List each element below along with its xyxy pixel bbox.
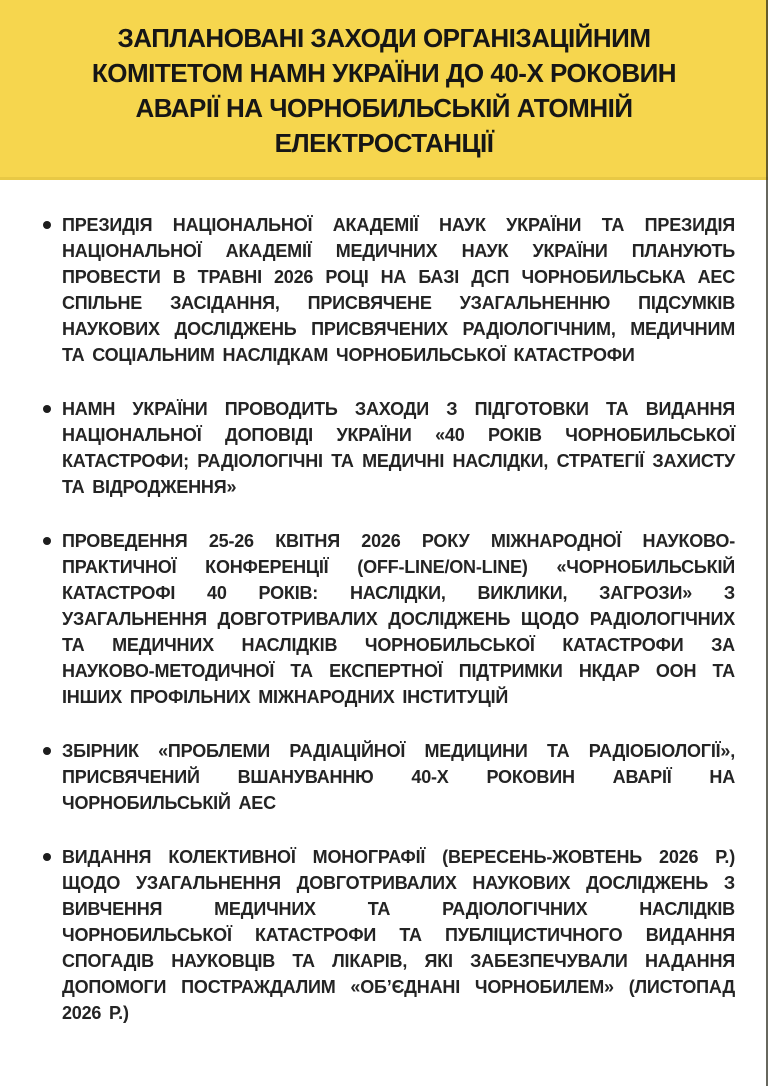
bullet-dot-icon xyxy=(43,747,51,755)
title-line: АВАРІЇ НА ЧОРНОБИЛЬСЬКІЙ АТОМНІЙ xyxy=(135,93,633,123)
title-line: КОМІТЕТОМ НАМН УКРАЇНИ ДО 40-Х РОКОВИН xyxy=(91,58,677,88)
bullet-dot-icon xyxy=(43,853,51,861)
bullet-dot-icon xyxy=(43,405,51,413)
bullet-text: ВИДАННЯ КОЛЕКТИВНОЇ МОНОГРАФІЇ (ВЕРЕСЕНЬ-ЖОВТЕНЬ 2026 Р.) ЩОДО УЗАГАЛЬНЕННЯ ДОВГОТРИВАЛИХ НАУКОВИХ ДОСЛІДЖЕНЬ З ВИВЧЕННЯ МЕДИЧНИХ ТА РАДІОЛОГІЧНИХ НАСЛІДКІВ ЧОРНОБИЛЬСЬКОЇ КАТАСТРОФИ ТА ПУБЛІЦИСТИЧНОГО ВИДАННЯ СПОГАДІВ НАУКОВЦІВ ТА ЛІКАРІВ, ЯКІ ЗАБЕЗПЕЧУВАЛИ НАДАННЯ ДОПОМОГИ ПОСТРАЖДАЛИМ «ОБ’ЄДНАНІ ЧОРНОБИЛЕМ» (ЛИСТОПАД 2026 Р.) xyxy=(62,847,735,1023)
list-item xyxy=(42,212,735,368)
bullet-text: НАМН УКРАЇНИ ПРОВОДИТЬ ЗАХОДИ З ПІДГОТОВКИ ТА ВИДАННЯ НАЦІОНАЛЬНОЇ ДОПОВІДІ УКРАЇНИ «40 РОКІВ ЧОРНОБИЛЬСЬКОЇ КАТАСТРОФИ; РАДІОЛОГІЧНІ ТА МЕДИЧНІ НАСЛІДКИ, СТРАТЕГІЇ ЗАХИСТУ ТА ВІДРОДЖЕННЯ» xyxy=(62,399,735,497)
header-band xyxy=(0,0,768,180)
bullet-dot-icon xyxy=(43,537,51,545)
title-line: ЗАПЛАНОВАНІ ЗАХОДИ ОРГАНІЗАЦІЙНИМ xyxy=(117,23,651,53)
title-line: ЕЛЕКТРОСТАНЦІЇ xyxy=(274,128,494,158)
bullet-text: ПРЕЗИДІЯ НАЦІОНАЛЬНОЇ АКАДЕМІЇ НАУК УКРАЇНИ ТА ПРЕЗИДІЯ НАЦІОНАЛЬНОЇ АКАДЕМІЇ МЕДИЧНИХ НАУК УКРАЇНИ ПЛАНУЮТЬ ПРОВЕСТИ В ТРАВНІ 2026 РОЦІ НА БАЗІ ДСП ЧОРНОБИЛЬСЬКА АЕС СПІЛЬНЕ ЗАСІДАННЯ, ПРИСВЯЧЕНЕ УЗАГАЛЬНЕННЮ ПІДСУМКІВ НАУКОВИХ ДОСЛІДЖЕНЬ ПРИСВЯЧЕНИХ РАДІОЛОГІЧНИМ, МЕДИЧНИМ ТА СОЦІАЛЬНИМ НАСЛІДКАМ ЧОРНОБИЛЬСЬКОЇ КАТАСТРОФИ xyxy=(62,215,735,365)
bullet-text: ЗБІРНИК «ПРОБЛЕМИ РАДІАЦІЙНОЇ МЕДИЦИНИ ТА РАДІОБІОЛОГІЇ», ПРИСВЯЧЕНИЙ ВШАНУВАННЮ 40-Х РОКОВИН АВАРІЇ НА ЧОРНОБИЛЬСЬКІЙ АЕС xyxy=(62,741,735,813)
bullet-dot-icon xyxy=(43,221,51,229)
bullet-text: ПРОВЕДЕННЯ 25-26 КВІТНЯ 2026 РОКУ МІЖНАРОДНОЇ НАУКОВО-ПРАКТИЧНОЇ КОНФЕРЕНЦІЇ (OFF-LINE/ON-LINE) «ЧОРНОБИЛЬСЬКІЙ КАТАСТРОФІ 40 РОКІВ: НАСЛІДКИ, ВИКЛИКИ, ЗАГРОЗИ» З УЗАГАЛЬНЕННЯ ДОВГОТРИВАЛИХ ДОСЛІДЖЕНЬ ЩОДО РАДІОЛОГІЧНИХ ТА МЕДИЧНИХ НАСЛІДКІВ ЧОРНОБИЛЬСЬКОЇ КАТАСТРОФИ ЗА НАУКОВО-МЕТОДИЧНОЇ ТА ЕКСПЕРТНОЇ ПІДТРИМКИ НКДАР ООН ТА ІНШИХ ПРОФІЛЬНИХ МІЖНАРОДНИХ ІНСТИТУЦІЙ xyxy=(62,531,735,707)
list-item xyxy=(42,738,735,816)
bullet-list xyxy=(42,212,735,1026)
content-area xyxy=(0,180,768,1026)
list-item xyxy=(42,844,735,1026)
list-item xyxy=(42,396,735,500)
list-item xyxy=(42,528,735,710)
page-title xyxy=(30,21,738,161)
